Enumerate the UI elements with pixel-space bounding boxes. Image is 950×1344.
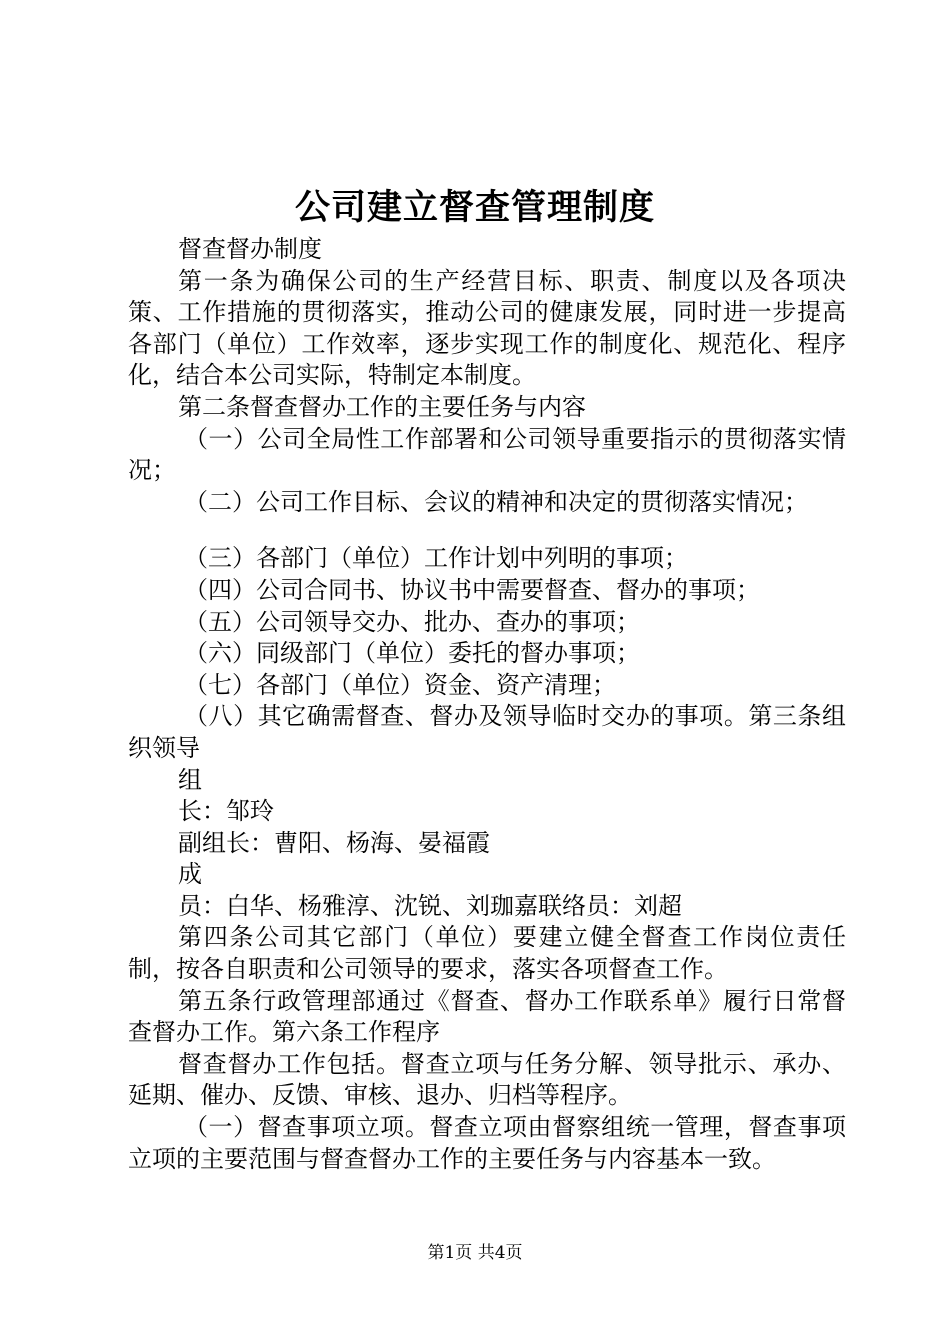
paragraph-item-4: （四）公司合同书、协议书中需要督查、督办的事项； — [184, 575, 760, 604]
document-body — [128, 234, 846, 1175]
paragraph-members: 员：白华、杨雅淳、沈锐、刘珈嘉联络员：刘超 — [178, 891, 682, 920]
paragraph-deputy-leaders: 副组长：曹阳、杨海、晏福霞 — [178, 828, 490, 857]
paragraph-procedure-item-1: （一）督查事项立项。督查立项由督察组统一管理，督查事项立项的主要范围与督查督办工作的主要任务与内容基本一致。 — [128, 1113, 846, 1173]
paragraph-member-label-1: 成 — [178, 860, 202, 889]
paragraph-item-1: （一）公司全局性工作部署和公司领导重要指示的贯彻落实情况； — [128, 424, 846, 485]
paragraph-item-6: （六）同级部门（单位）委托的督办事项； — [184, 639, 640, 668]
paragraph-item-8: （八）其它确需督查、督办及领导临时交办的事项。第三条组织领导 — [128, 702, 846, 762]
paragraph-article-1: 第一条为确保公司的生产经营目标、职责、制度以及各项决策、工作措施的贯彻落实，推动公司的健康发展，同时进一步提高各部门（单位）工作效率，逐步实现工作的制度化、规范化、程序化，结合本公司实际，特制定本制度。 — [128, 266, 846, 390]
paragraph-procedure: 督查督办工作包括。督查立项与任务分解、领导批示、承办、延期、催办、反馈、审核、退办、归档等程序。 — [128, 1049, 846, 1110]
paragraph-item-5: （五）公司领导交办、批办、查办的事项； — [184, 607, 640, 636]
paragraph-item-3: （三）各部门（单位）工作计划中列明的事项； — [184, 544, 688, 573]
paragraph-item-2: （二）公司工作目标、会议的精神和决定的贯彻落实情况； — [184, 487, 808, 516]
paragraph-subtitle: 督查督办制度 — [178, 235, 322, 263]
paragraph-item-7: （七）各部门（单位）资金、资产清理； — [184, 670, 616, 699]
page-number-footer: 第1页 共4页 — [427, 1243, 523, 1263]
paragraph-article-5: 第五条行政管理部通过《督查、督办工作联系单》履行日常督查督办工作。第六条工作程序 — [128, 986, 846, 1047]
paragraph-leader-label-1: 组 — [178, 765, 202, 794]
paragraph-article-2: 第二条督查督办工作的主要任务与内容 — [178, 392, 586, 421]
paragraph-article-4: 第四条公司其它部门（单位）要建立健全督查工作岗位责任制，按各自职责和公司领导的要求，落实各项督查工作。 — [128, 923, 846, 984]
paragraph-leader: 长：邹玲 — [178, 797, 274, 826]
document-title: 公司建立督查管理制度 — [294, 187, 655, 228]
blank-line — [128, 518, 846, 543]
